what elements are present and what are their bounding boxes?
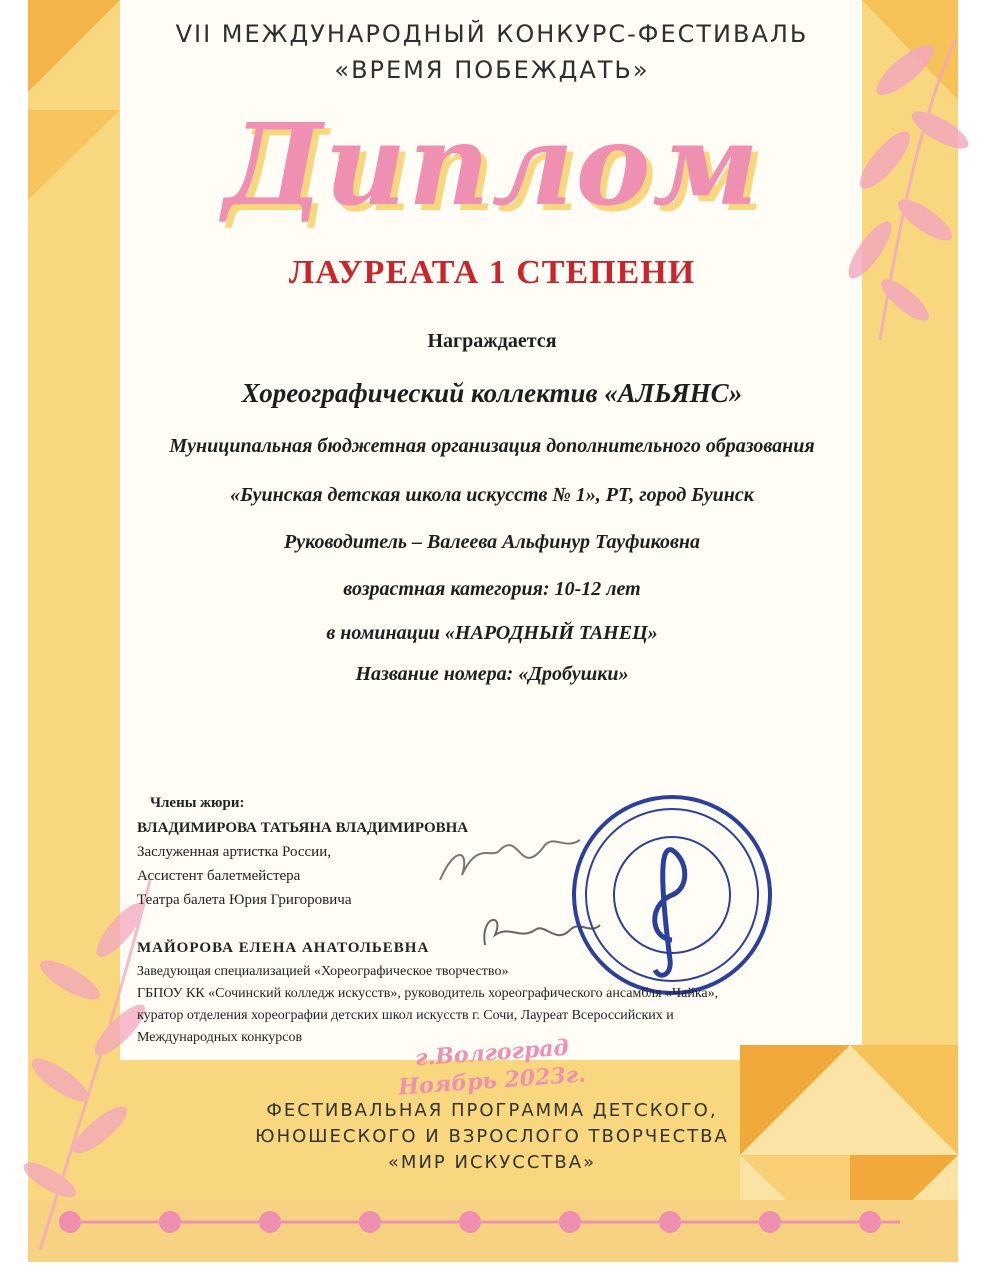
nomination: в номинации «НАРОДНЫЙ ТАНЕЦ»	[326, 622, 658, 644]
diploma-title: Диплом	[223, 100, 761, 231]
jury-member-2-line-3: куратор отделения хореографии детских школ искусств г. Сочи, Лауреат Всероссийских и	[137, 1008, 674, 1023]
jury-member-1-role: Ассистент балетмейстера	[137, 868, 301, 884]
jury-member-1-name: ВЛАДИМИРОВА ТАТЬЯНА ВЛАДИМИРОВНА	[137, 820, 469, 836]
jury-member-2-line-2: ГБПОУ КК «Сочинский колледж искусств», руководитель хореографического ансамбля «Чайка»,	[137, 986, 719, 1001]
jury-member-1-theatre: Театра балета Юрия Григоровича	[137, 892, 352, 908]
contest-title: VII МЕЖДУНАРОДНЫЙ КОНКУРС-ФЕСТИВАЛЬ	[175, 20, 809, 48]
leader: Руководитель – Валеева Альфинур Тауфиковна	[283, 531, 700, 553]
jury-member-1-title: Заслуженная артистка России,	[137, 844, 331, 860]
organization-line-2: «Буинская детская школа искусств № 1», РТ, город Буинск	[230, 484, 754, 506]
age-category: возрастная категория: 10-12 лет	[343, 578, 641, 600]
place-date: Ноябрь 2023г.	[397, 1061, 587, 1101]
awarded-label: Награждается	[427, 330, 557, 352]
place-city: г.Волгоград	[414, 1034, 570, 1072]
footer-line-2: ЮНОШЕСКОГО И ВЗРОСЛОГО ТВОРЧЕСТВА	[255, 1126, 729, 1147]
act-title: Название номера: «Дробушки»	[355, 663, 629, 685]
contest-subtitle: «ВРЕМЯ ПОБЕЖДАТЬ»	[334, 56, 650, 84]
degree-title: ЛАУРЕАТА 1 СТЕПЕНИ	[288, 254, 696, 291]
footer-line-3: «МИР ИСКУССТВА»	[387, 1152, 597, 1173]
jury-member-2-line-4: Международных конкурсов	[137, 1030, 303, 1045]
jury-member-2-name: МАЙОРОВА ЕЛЕНА АНАТОЛЬЕВНА	[137, 940, 430, 956]
organization-line-1: Муниципальная бюджетная организация дополнительного образования	[169, 435, 815, 457]
awardee-name: Хореографический коллектив «АЛЬЯНС»	[241, 378, 743, 408]
jury-member-2-line-1: Заведующая специализацией «Хореографическое творчество»	[137, 964, 509, 979]
footer-line-1: ФЕСТИВАЛЬНАЯ ПРОГРАММА ДЕТСКОГО,	[266, 1100, 718, 1121]
jury-heading: Члены жюри:	[150, 795, 245, 811]
